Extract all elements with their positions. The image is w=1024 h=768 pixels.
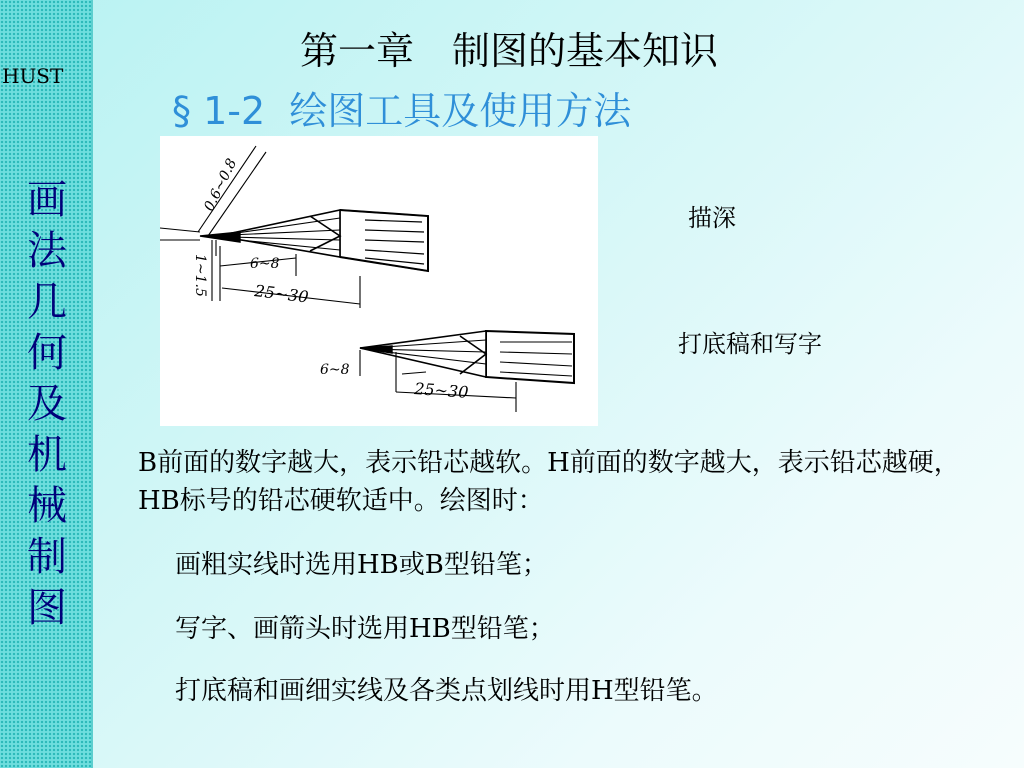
course-title-char: 画: [27, 177, 67, 223]
label-draft-writing: 打底稿和写字: [678, 330, 822, 358]
chapter-title: 第一章 制图的基本知识: [300, 29, 719, 73]
dim-label-long: 25~30: [413, 379, 470, 402]
top-pencil: [200, 210, 428, 271]
course-title-vertical: [22, 175, 72, 634]
body-paragraph: B前面的数字越大，表示铅芯越软。H前面的数字越大，表示铅芯越硬，HB标号的铅芯硬软适中。绘图时：: [138, 448, 960, 516]
dim-label-short: 6~8: [250, 256, 280, 272]
sidebar: [0, 0, 93, 768]
logo-text: HUST: [2, 64, 64, 88]
course-title-char: 制: [27, 534, 67, 580]
course-title-char: 何: [27, 330, 67, 376]
list-item: 写字、画箭头时选用HB型铅笔；: [175, 614, 555, 644]
course-title-char: 法: [27, 228, 67, 274]
dim-label-side: 1~1.5: [192, 254, 208, 297]
list-item: 画粗实线时选用HB或B型铅笔；: [175, 550, 548, 580]
section-subtitle: § 1-2 绘图工具及使用方法: [172, 89, 632, 133]
course-title-char: 械: [27, 483, 67, 529]
pencil-diagram: [160, 136, 598, 426]
course-title-char: 图: [27, 585, 67, 631]
dim-label-angle: 0.6~0.8: [201, 156, 241, 214]
course-title-char: 及: [27, 381, 67, 427]
dim-label-long: 25~30: [253, 281, 310, 307]
course-title-char: 几: [27, 279, 67, 325]
course-title-char: 机: [27, 432, 67, 478]
pencil-sketch: [160, 136, 598, 426]
bottom-pencil: [360, 331, 574, 383]
label-deepen: 描深: [688, 204, 736, 232]
list-item: 打底稿和画细实线及各类点划线时用H型铅笔。: [175, 676, 718, 706]
dim-label-short: 6~8: [320, 362, 350, 378]
